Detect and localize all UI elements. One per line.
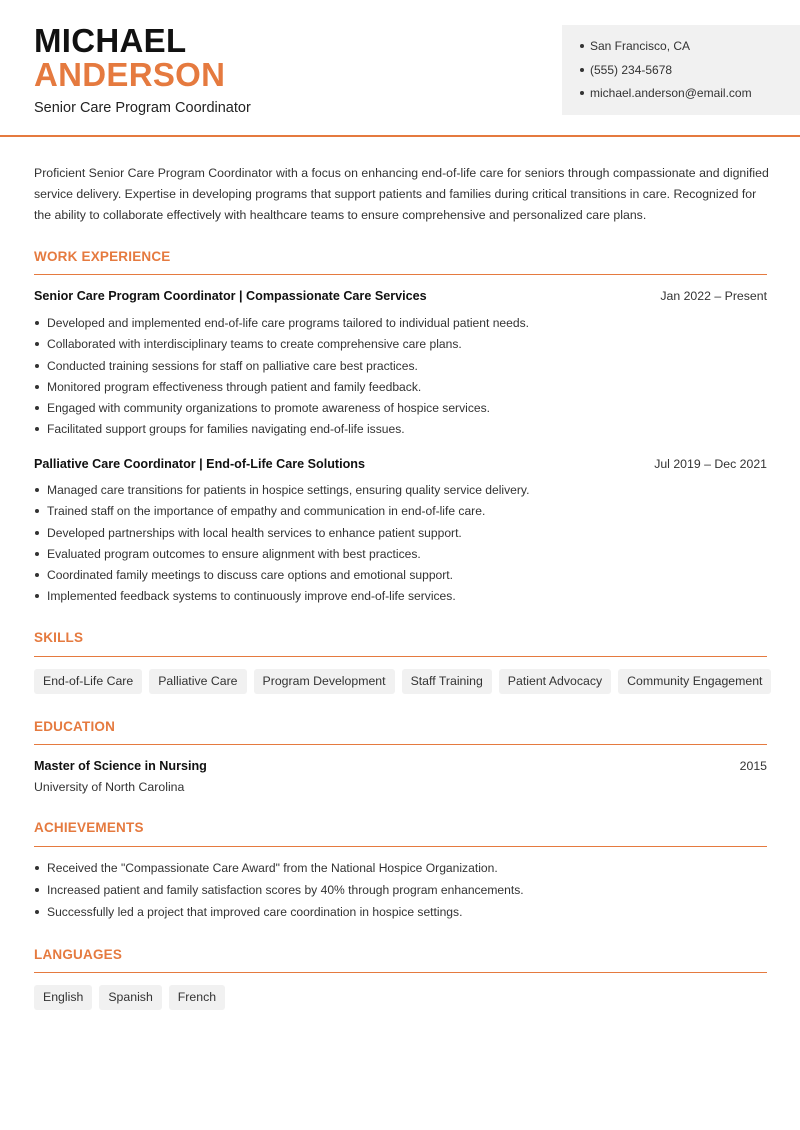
list-item: Successfully led a project that improved care coordination in hospice settings. <box>34 903 767 925</box>
list-item: Implemented feedback systems to continuously improve end-of-life services. <box>34 587 767 608</box>
skill-chip: Palliative Care <box>149 669 246 694</box>
last-name: ANDERSON <box>34 56 226 93</box>
first-name: MICHAEL <box>34 22 187 59</box>
section-title-education: EDUCATION <box>34 719 116 734</box>
skill-chip: End-of-Life Care <box>34 669 142 694</box>
list-item: Collaborated with interdisciplinary teams to create comprehensive care plans. <box>34 335 767 356</box>
list-item: Monitored program effectiveness through patient and family feedback. <box>34 378 767 399</box>
contact-email[interactable]: michael.anderson@email.com <box>580 83 800 107</box>
language-chip: French <box>169 985 225 1010</box>
section-divider <box>34 972 767 973</box>
list-item: Engaged with community organizations to promote awareness of hospice services. <box>34 399 767 420</box>
job-entry-1 <box>34 289 767 303</box>
education-year: 2015 <box>739 759 767 773</box>
contact-phone: (555) 234-5678 <box>580 60 800 84</box>
section-divider <box>34 846 767 847</box>
language-chip: Spanish <box>99 985 161 1010</box>
skill-chip: Staff Training <box>402 669 492 694</box>
list-item: Evaluated program outcomes to ensure alignment with best practices. <box>34 545 767 566</box>
job-dates-2: Jul 2019 – Dec 2021 <box>654 457 767 471</box>
contact-box <box>562 25 800 115</box>
section-divider <box>34 274 767 275</box>
job-bullets-1 <box>34 314 767 442</box>
list-item: Developed and implemented end-of-life care programs tailored to individual patient needs. <box>34 314 767 335</box>
section-title-work: WORK EXPERIENCE <box>34 249 171 264</box>
list-item: Developed partnerships with local health services to enhance patient support. <box>34 524 767 545</box>
job-bullets-2 <box>34 481 767 609</box>
list-item: Received the "Compassionate Care Award" from the National Hospice Organization. <box>34 859 767 881</box>
section-title-achievements: ACHIEVEMENTS <box>34 820 144 835</box>
summary: Proficient Senior Care Program Coordinator with a focus on enhancing end-of-life care for seniors through compassionate and dignified service delivery. Expertise in developing programs that support patients and families during critical transitions in care. Recognized for the ability to collaborate effectively with healthcare teams to ensure comprehensive and personalized care plans. <box>34 166 769 222</box>
list-item: Managed care transitions for patients in hospice settings, ensuring quality service delivery. <box>34 481 767 502</box>
section-title-languages: LANGUAGES <box>34 947 123 962</box>
job-entry-2 <box>34 457 767 471</box>
contact-location: San Francisco, CA <box>580 36 800 60</box>
job-dates-1: Jan 2022 – Present <box>660 289 767 303</box>
job-title-1: Senior Care Program Coordinator | Compassionate Care Services <box>34 289 427 303</box>
education-school: University of North Carolina <box>34 780 185 794</box>
skill-chip: Program Development <box>254 669 395 694</box>
skill-chip: Community Engagement <box>618 669 771 694</box>
list-item: Facilitated support groups for families navigating end-of-life issues. <box>34 420 767 441</box>
section-divider <box>34 744 767 745</box>
section-title-skills: SKILLS <box>34 630 84 645</box>
language-chip: English <box>34 985 92 1010</box>
list-item: Conducted training sessions for staff on palliative care best practices. <box>34 357 767 378</box>
job-title: Senior Care Program Coordinator <box>34 100 251 116</box>
list-item: Coordinated family meetings to discuss care options and emotional support. <box>34 566 767 587</box>
resume-header <box>0 0 800 137</box>
skills-list <box>34 669 771 694</box>
education-degree: Master of Science in Nursing <box>34 759 207 773</box>
section-divider <box>34 656 767 657</box>
list-item: Increased patient and family satisfaction scores by 40% through program enhancements. <box>34 881 767 903</box>
job-title-2: Palliative Care Coordinator | End-of-Life Care Solutions <box>34 457 366 471</box>
skill-chip: Patient Advocacy <box>499 669 611 694</box>
languages-list <box>34 985 225 1010</box>
list-item: Trained staff on the importance of empathy and communication in end-of-life care. <box>34 502 767 523</box>
achievements-list <box>34 859 767 925</box>
